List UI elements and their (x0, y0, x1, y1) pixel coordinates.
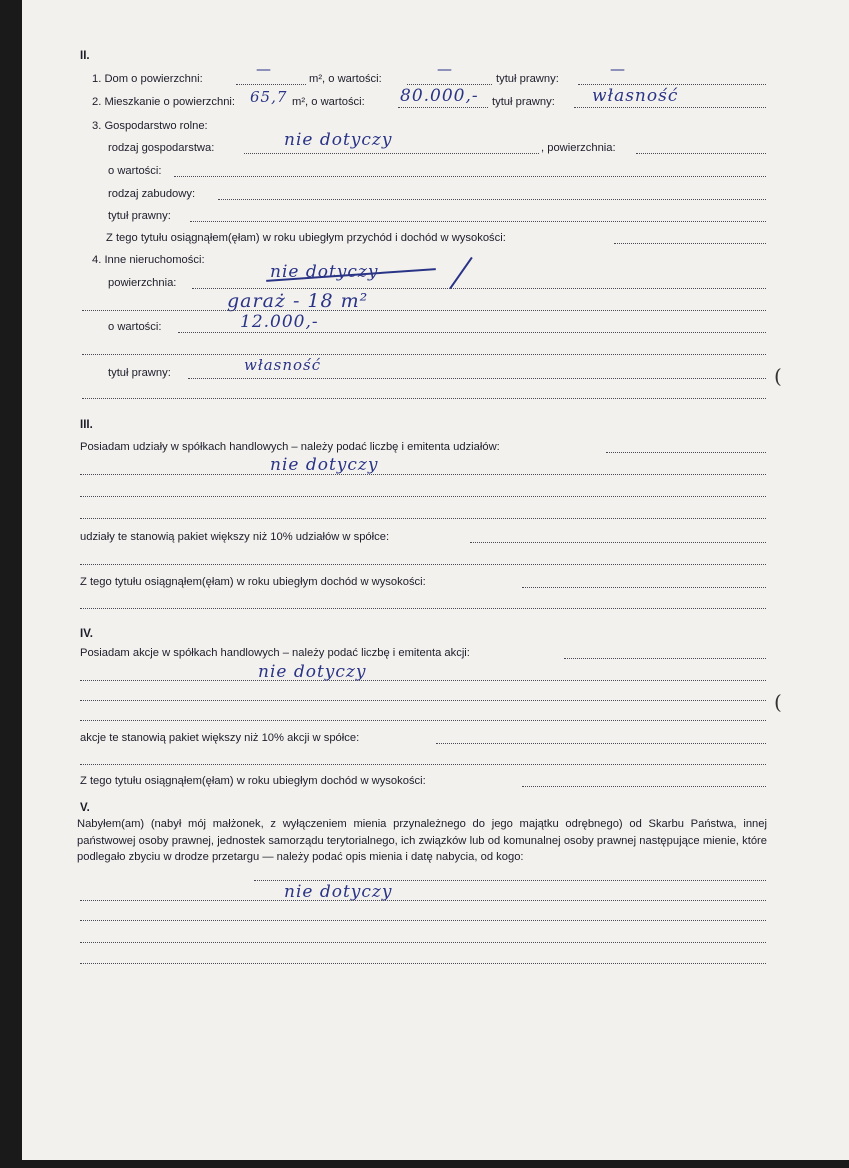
section-iv-heading: IV. (80, 628, 94, 640)
margin-mark-1: ( (774, 364, 782, 388)
shares-value: nie dotyczy (270, 455, 379, 475)
other-title-label: tytuł prawny: (108, 367, 171, 379)
margin-mark-2: ( (774, 690, 782, 714)
house-area-label: 1. Dom o powierzchni: (92, 73, 203, 85)
flat-title-label: tytuł prawny: (492, 96, 555, 108)
section-ii-heading: II. (80, 50, 90, 62)
flat-title-value: własność (592, 86, 679, 106)
section-iii-heading: III. (80, 419, 93, 431)
house-value: — (437, 60, 453, 78)
flat-area-value: 65,7 (250, 88, 288, 106)
farm-value-label: o wartości: (108, 165, 162, 177)
shares-income-label: Z tego tytułu osiągnąłem(ęłam) w roku ubiegłym dochód w wysokości: (80, 576, 426, 588)
other-value-label: o wartości: (108, 321, 162, 333)
flat-value: 80.000,- (400, 86, 479, 106)
shares-label: Posiadam udziały w spółkach handlowych – należy podać liczbę i emitenta udziałów: (80, 441, 500, 453)
farm-label: 3. Gospodarstwo rolne: (92, 120, 208, 132)
other-property-label: 4. Inne nieruchomości: (92, 254, 205, 266)
stocks-label: Posiadam akcje w spółkach handlowych – należy podać liczbę i emitenta akcji: (80, 647, 470, 659)
other-value: 12.000,- (240, 312, 319, 332)
acquisition-text: Nabyłem(am) (nabył mój małżonek, z wyłączeniem mienia przynależnego do jego majątku odrębnego) od Skarbu Państwa, innej państwowej osoby prawnej, jednostek samorządu terytorialnego, ich związków lub od komunalnej osoby prawnej następujące mienie, które podlegało zbyciu w drodze przetargu — należy podać opis mienia i datę nabycia, od kogo: (77, 818, 767, 863)
farm-type-label: rodzaj gospodarstwa: (108, 142, 215, 154)
acquisition-value: nie dotyczy (284, 882, 393, 902)
farm-title-label: tytuł prawny: (108, 210, 171, 222)
stocks-pkg-label: akcje te stanowią pakiet większy niż 10% akcji w spółce: (80, 732, 360, 744)
other-title-value: własność (244, 356, 322, 374)
stocks-income-label: Z tego tytułu osiągnąłem(ęłam) w roku ubiegłym dochód w wysokości: (80, 775, 426, 787)
house-title-value: — (610, 60, 626, 78)
farm-type-value: nie dotyczy (284, 130, 393, 150)
farm-buildings-label: rodzaj zabudowy: (108, 188, 196, 200)
other-area-value: garaż - 18 m² (227, 290, 369, 312)
other-area-label: powierzchnia: (108, 277, 177, 289)
document-page (22, 0, 849, 1160)
house-area-value: — (256, 60, 272, 78)
farm-area-label: , powierzchnia: (541, 142, 616, 154)
other-area-struck: nie dotyczy (270, 262, 379, 282)
section-v-heading: V. (80, 802, 90, 814)
shares-pkg-label: udziały te stanowią pakiet większy niż 10% udziałów w spółce: (80, 531, 390, 543)
house-unit-label: m², o wartości: (309, 73, 382, 85)
flat-unit-label: m², o wartości: (292, 96, 365, 108)
stocks-value: nie dotyczy (258, 662, 367, 682)
farm-income-label: Z tego tytułu osiągnąłem(ęłam) w roku ubiegłym przychód i dochód w wysokości: (106, 232, 506, 244)
flat-area-label: 2. Mieszkanie o powierzchni: (92, 96, 236, 108)
house-title-label: tytuł prawny: (496, 73, 559, 85)
